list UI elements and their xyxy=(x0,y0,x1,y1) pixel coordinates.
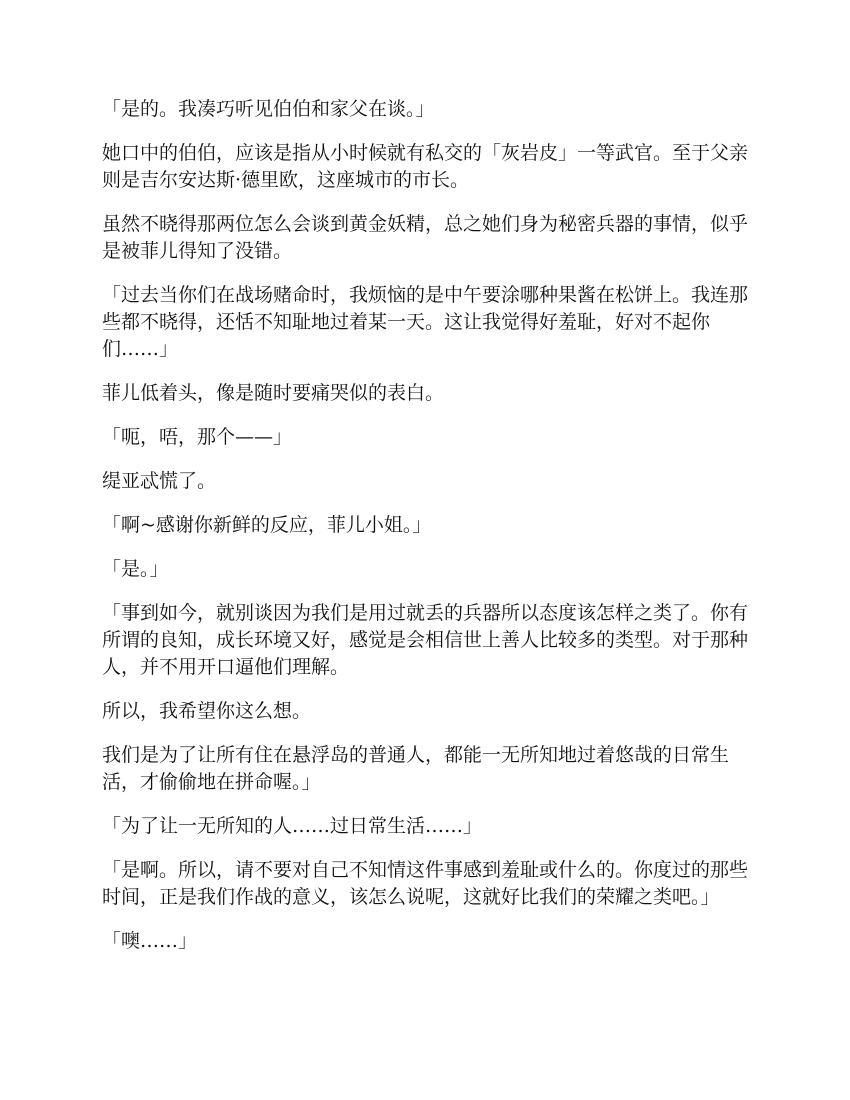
paragraph: 「呃，唔，那个——」 xyxy=(102,426,293,448)
paragraph: 「是的。我凑巧听见伯伯和家父在谈。」 xyxy=(102,98,435,120)
paragraph: 「噢……」 xyxy=(102,930,198,952)
paragraph: 缇亚忒慌了。 xyxy=(102,470,217,492)
paragraph: 她口中的伯伯，应该是指从小时候就有私交的「灰岩皮」一等武官。至于父亲则是吉尔安达斯·德里欧，这座城市的市长。 xyxy=(102,142,749,191)
paragraph: 我们是为了让所有住在悬浮岛的普通人，都能一无所知地过着悠哉的日常生活，才偷偷地在拼命喔。」 xyxy=(102,744,730,793)
paragraph: 「事到如今，就别谈因为我们是用过就丢的兵器所以态度该怎样之类了。你有所谓的良知，成长环境又好，感觉是会相信世上善人比较多的类型。对于那种人，并不用开口逼他们理解。 xyxy=(102,602,749,678)
paragraph: 「是啊。所以，请不要对自己不知情这件事感到羞耻或什么的。你度过的那些时间，正是我们作战的意义，该怎么说呢，这就好比我们的荣耀之类吧。」 xyxy=(102,859,749,908)
paragraph: 「过去当你们在战场赌命时，我烦恼的是中午要涂哪种果酱在松饼上。我连那些都不晓得，还恬不知耻地过着某一天。这让我觉得好羞耻，好对不起你们……」 xyxy=(102,284,749,360)
document-page xyxy=(102,96,752,972)
paragraph: 所以，我希望你这么想。 xyxy=(102,700,312,722)
paragraph: 「啊~感谢你新鲜的反应，菲儿小姐。」 xyxy=(102,514,432,536)
paragraph: 「是。」 xyxy=(102,558,169,580)
paragraph: 「为了让一无所知的人……过日常生活……」 xyxy=(102,815,483,837)
paragraph: 菲儿低着头，像是随时要痛哭似的表白。 xyxy=(102,382,445,404)
paragraph: 虽然不晓得那两位怎么会谈到黄金妖精，总之她们身为秘密兵器的事情，似乎是被菲儿得知了没错。 xyxy=(102,213,749,262)
